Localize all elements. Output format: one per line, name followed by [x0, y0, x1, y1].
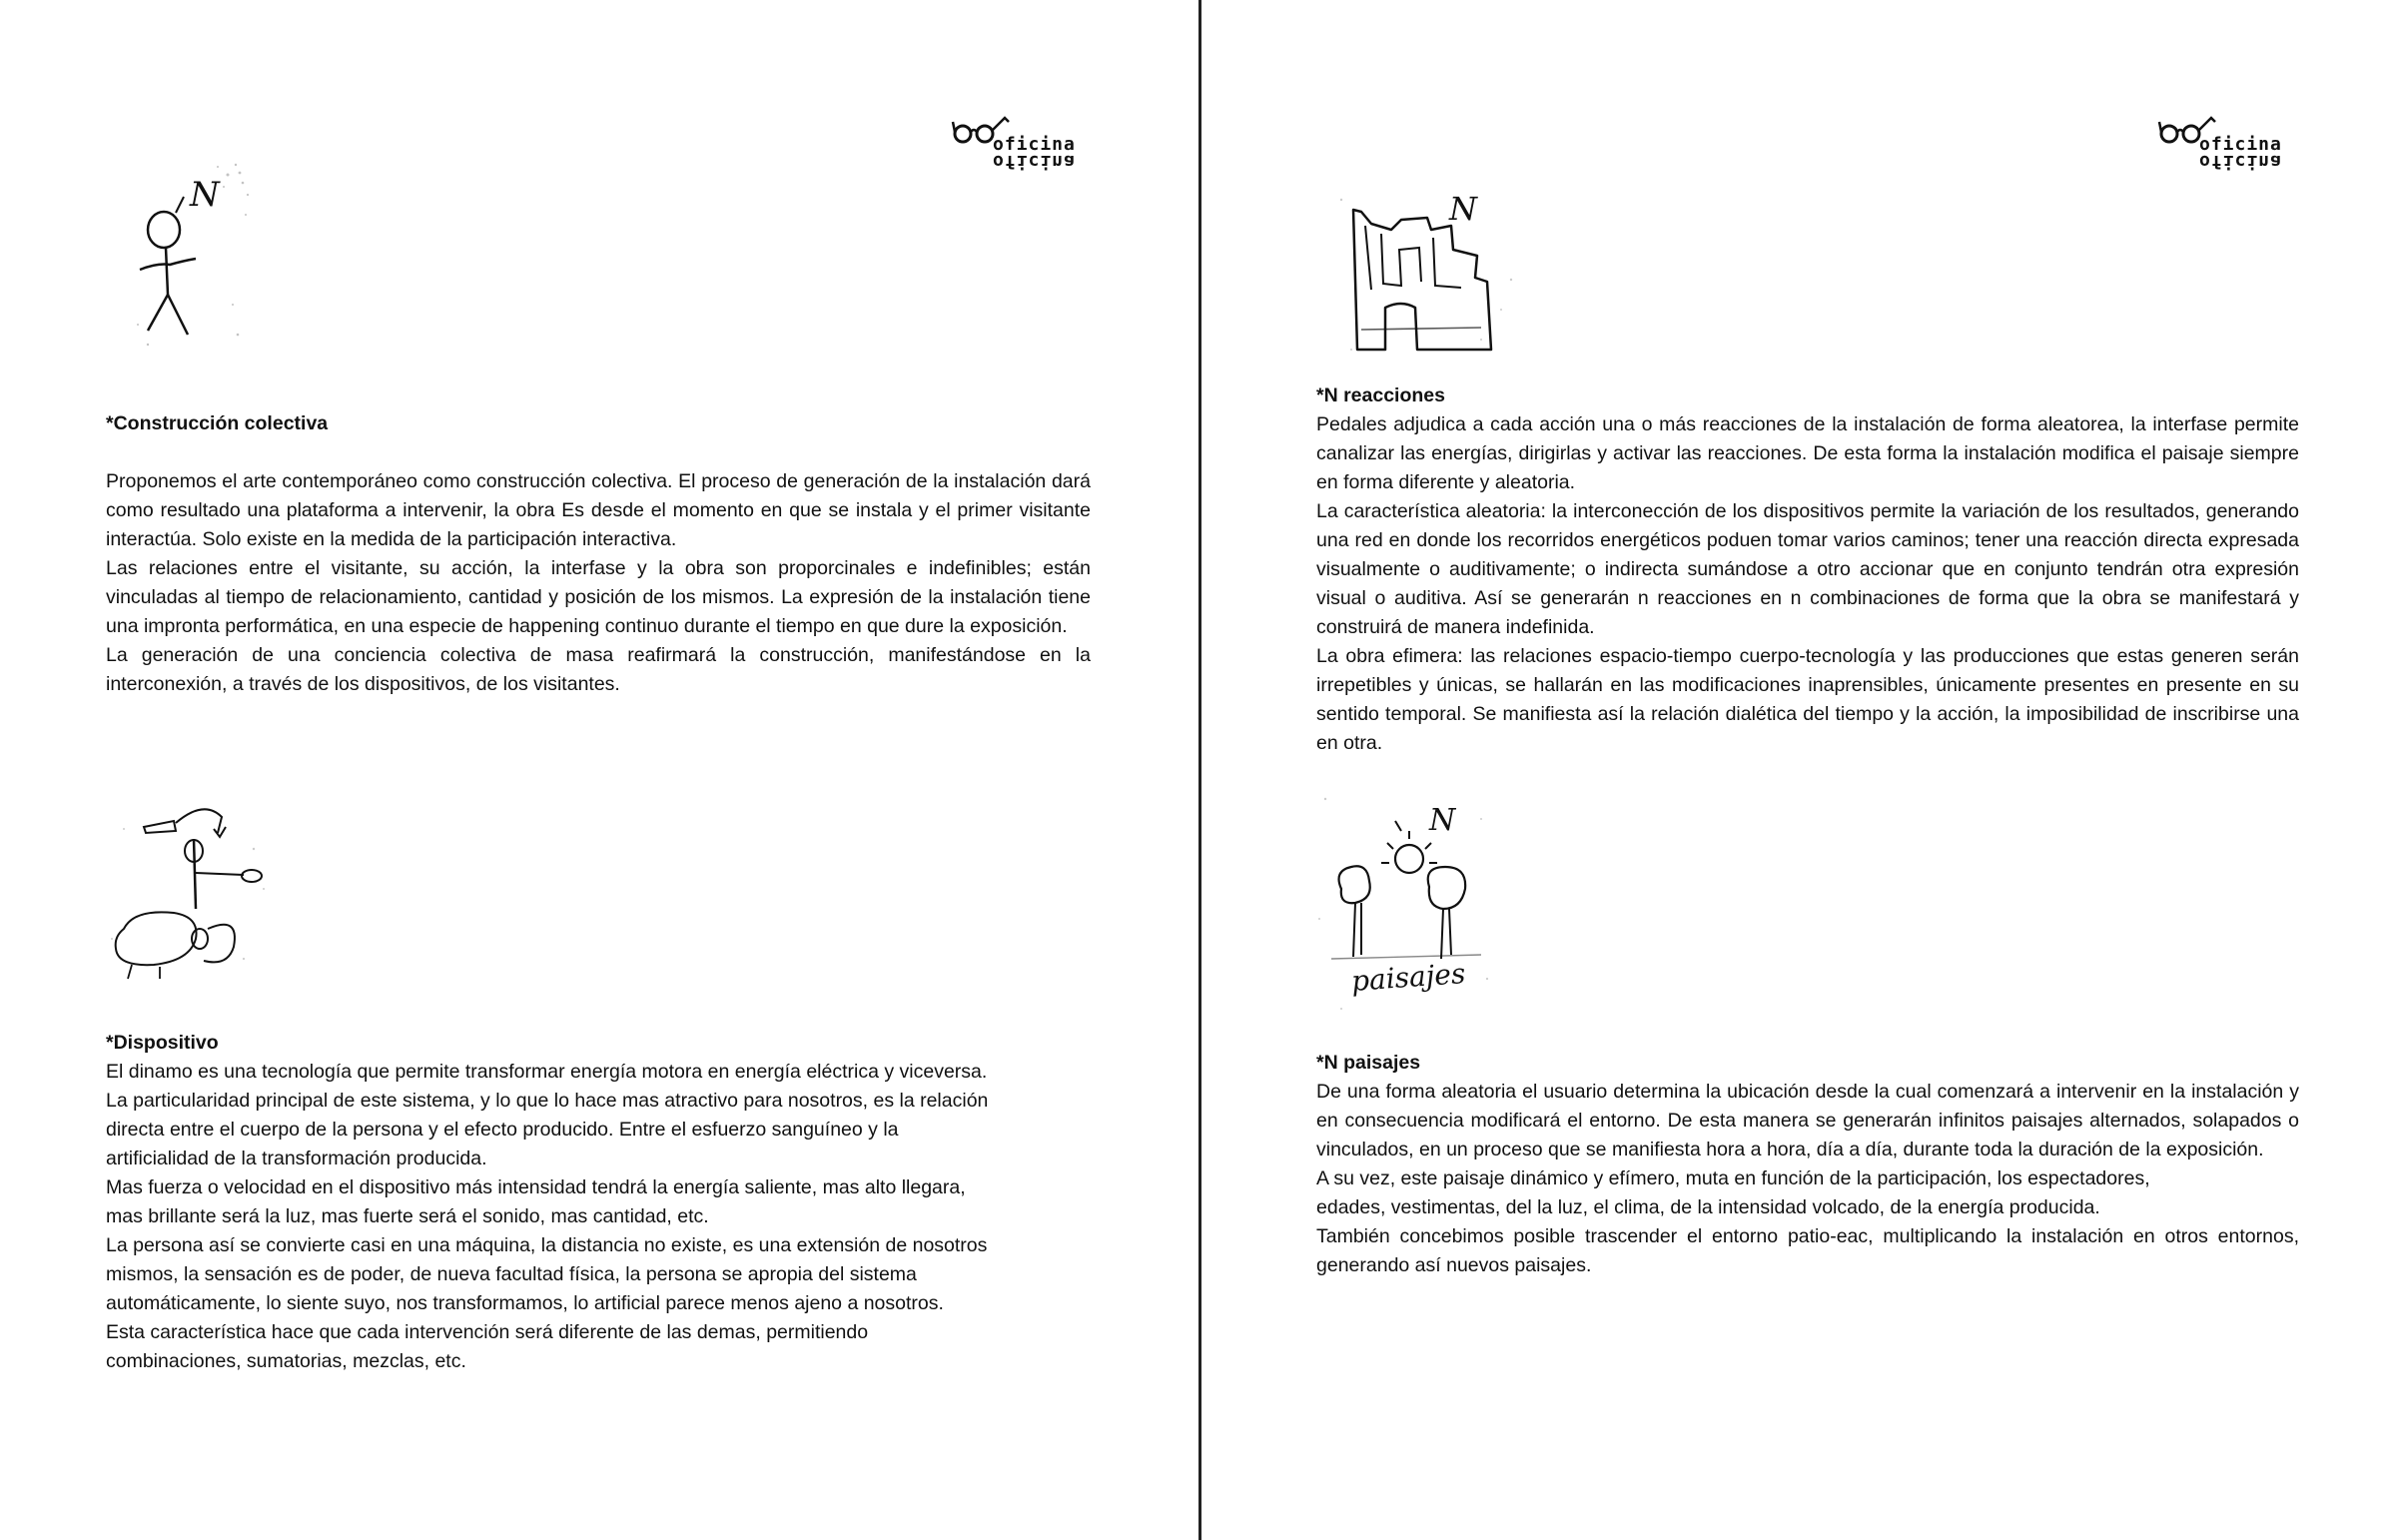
oficina-logo [951, 108, 1091, 178]
building-sketch [1331, 190, 1521, 360]
text-line: La persona así se convierte casi en una máquina, la distancia no existe, es una extensión de nosotros [106, 1234, 988, 1256]
section-title-construccion: *Construcción colectiva [106, 412, 329, 434]
section-title-paisajes: *N paisajes [1316, 1052, 1421, 1074]
paragraph: Las relaciones entre el visitante, su acción, la interfase y la obra son proporcinales e indefinibles; están vinculadas al tiempo de relacionamiento, cantidad y posición de los mismos. La expresión de la instalación tiene una impronta performática, en una especie de happening continuo durante el tiempo en que dure la exposición. [106, 557, 1091, 637]
sketch-caption: paisajes [1349, 957, 1467, 998]
paragraph: La característica aleatoria: la interconección de los dispositivos permite la variación de los resultados, generando una red en donde los recorridos energéticos poduen tomar varios caminos; tener una reacción directa expresada visualmente o auditivamente; o indirecta sumándose a otro accionar que en conjunto tendrán otra expresión visual o auditiva. Así se generarán n reacciones en n combinaciones de forma que la obra se manifestará y construirá de manera indefinida. [1316, 500, 2299, 638]
paragraph: Proponemos el arte contemporáneo como construcción colectiva. El proceso de generación de la instalación dará como resultado una plataforma a intervenir, la obra Es desde el momento en que se instala y el primer visitante interactúa. Solo existe en la medida de la participación interactiva. [106, 470, 1091, 550]
text-line: mas brillante será la luz, mas fuerte será el sonido, mas cantidad, etc. [106, 1205, 709, 1227]
section-dispositivo [106, 1029, 1145, 1376]
section-reacciones [1316, 382, 2299, 758]
right-page [1201, 0, 2389, 1540]
text-line: automáticamente, lo siente suyo, nos transformamos, lo artificial parece menos ajeno a nosotros. [106, 1292, 944, 1314]
section-title-reacciones: *N reacciones [1316, 385, 1445, 406]
section-construccion [106, 409, 1091, 699]
section-paisajes [1316, 1049, 2299, 1280]
sketch-n-label: N [190, 175, 220, 215]
logo-text-top: oficina [993, 134, 1076, 155]
logo-text-bottom: oficina [2199, 151, 2282, 172]
text-line: artificialidad de la transformación producida. [106, 1148, 487, 1169]
paragraph: La obra efimera: las relaciones espacio-tiempo cuerpo-tecnología y las producciones que estas generen serán irrepetibles y únicas, se hallarán en las modificaciones inaprensibles, únicamente presentes en presente en su sentido temporal. Se manifiesta así la relación dialética del tiempo y la acción, la imposibilidad de inscribirse una en otra. [1316, 645, 2299, 754]
dynamo-sketch [104, 789, 284, 989]
logo-text-top: oficina [2199, 134, 2282, 155]
text-line: directa entre el cuerpo de la persona y el efecto producido. Entre el esfuerzo sanguíneo y la [106, 1119, 899, 1141]
text-line: A su vez, este paisaje dinámico y efímero, muta en función de la participación, los espectadores, [1316, 1167, 2150, 1189]
sketch-n-label: N [1449, 190, 1477, 228]
sketch-n-label: N [1429, 803, 1456, 838]
paragraph: De una forma aleatoria el usuario determina la ubicación desde la cual comenzará a intervenir en la instalación y en consecuencia modificará el entorno. De esta manera se generarán infinitos paisajes alternados, solapados o vinculados, en un proceso que se manifiesta hora a hora, día a día, durante toda la duración de la exposición. [1316, 1081, 2299, 1160]
text-line: Esta característica hace que cada intervención será diferente de las demas, permitiendo [106, 1321, 869, 1343]
paragraph: También concebimos posible trascender el entorno patio-eac, multiplicando la instalación en otros entornos, generando así nuevos paisajes. [1316, 1225, 2299, 1276]
text-line: La particularidad principal de este sistema, y lo que lo hace mas atractivo para nosotros, es la relación [106, 1090, 989, 1112]
text-line: combinaciones, sumatorias, mezclas, etc. [106, 1350, 466, 1372]
text-line: mismos, la sensación es de poder, de nueva facultad física, la persona se apropia del sistema [106, 1263, 917, 1285]
stick-figure-sketch [118, 155, 258, 355]
text-line: El dinamo es una tecnología que permite transformar energía motora en energía eléctrica y viceversa. [106, 1061, 988, 1083]
logo-text-bottom: oficina [993, 151, 1076, 172]
text-line: Mas fuerza o velocidad en el dispositivo más intensidad tendrá la energía saliente, mas alto llegara, [106, 1176, 966, 1198]
text-line: edades, vestimentas, del la luz, el clima, de la intensidad volcado, de la energía producida. [1316, 1196, 2100, 1218]
paragraph: La generación de una conciencia colectiva de masa reafirmará la construcción, manifestándose en la interconexión, a través de los dispositivos, de los visitantes. [106, 644, 1091, 695]
oficina-logo [2157, 108, 2297, 178]
paragraph: Pedales adjudica a cada acción una o más reacciones de la instalación de forma aleatorea, la interfase permite canalizar las energías, dirigirlas y activar las reacciones. De esta forma la instalación modifica el paisaje siempre en forma diferente y aleatoria. [1316, 413, 2299, 493]
landscape-sketch [1311, 779, 1501, 1019]
section-title-dispositivo: *Dispositivo [106, 1032, 219, 1054]
